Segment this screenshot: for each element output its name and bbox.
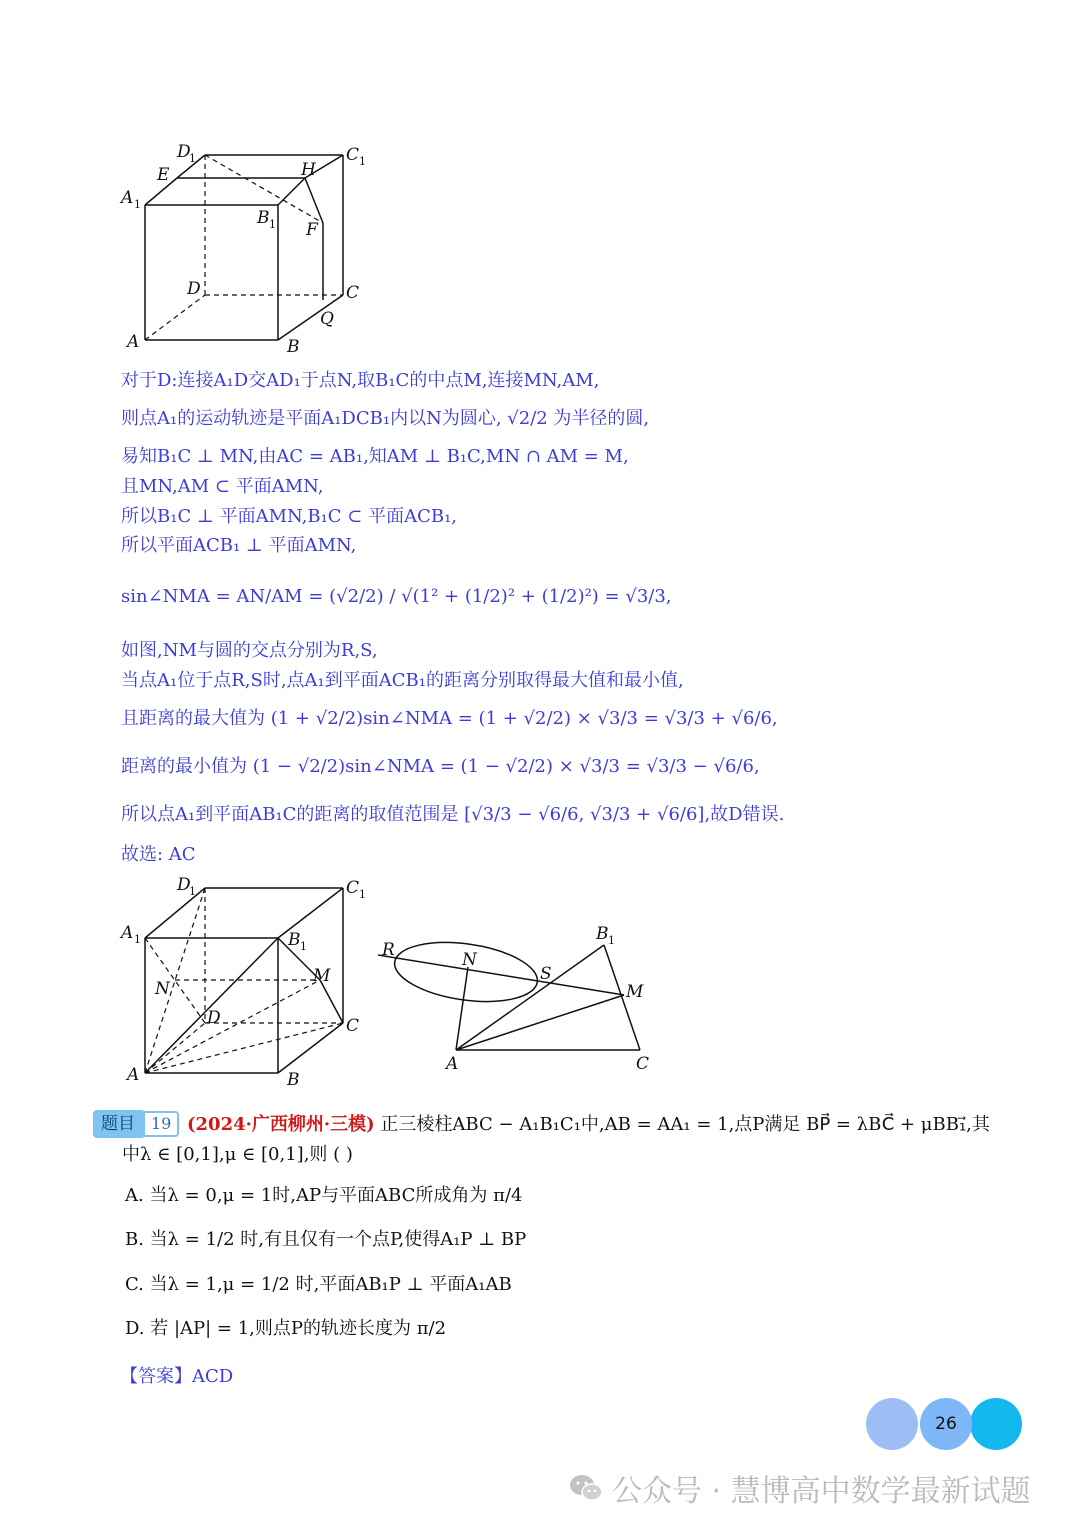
solution-line-13: 故选: AC xyxy=(121,844,196,865)
option-a: A. 当λ = 0,μ = 1时,AP与平面ABC所成角为 π/4 xyxy=(125,1185,523,1206)
svg-text:1: 1 xyxy=(134,933,141,946)
label-M: M xyxy=(626,982,644,1002)
solution-line-4: 且MN,AM ⊂ 平面AMN, xyxy=(121,476,324,497)
label-Q: Q xyxy=(320,309,334,329)
label-B1: B xyxy=(257,208,270,228)
option-b: B. 当λ = 1/2 时,有且仅有一个点P,使得A₁P ⊥ BP xyxy=(125,1229,527,1250)
watermark xyxy=(568,1466,1031,1510)
label-B1: B xyxy=(288,930,301,950)
figure-cube-nm xyxy=(115,868,375,1093)
circle-decor-3 xyxy=(970,1398,1022,1450)
answer: 【答案】ACD xyxy=(120,1366,234,1387)
label-C: C xyxy=(636,1054,650,1074)
svg-text:1: 1 xyxy=(189,885,196,898)
figure-cube-efhq xyxy=(115,135,375,360)
label-A: A xyxy=(127,1065,140,1085)
question-tag xyxy=(93,1110,179,1138)
label-B: B xyxy=(287,1070,300,1090)
svg-text:1: 1 xyxy=(269,218,276,231)
label-C: C xyxy=(346,1016,360,1036)
label-C1: C xyxy=(346,878,360,898)
solution-line-11: 距离的最小值为 (1 − √2/2)sin∠NMA = (1 − √2/2) × √3/3 = √3/3 − √6/6, xyxy=(121,756,760,777)
solution-line-12: 所以点A₁到平面AB₁C的距离的取值范围是 [√3/3 − √6/6, √3/3 + √6/6],故D错误. xyxy=(121,804,785,825)
svg-text:1: 1 xyxy=(608,934,615,947)
question-source: (2024·广西柳州·三模) xyxy=(187,1114,375,1135)
label-D: D xyxy=(207,1008,221,1028)
option-c: C. 当λ = 1,μ = 1/2 时,平面AB₁P ⊥ 平面A₁AB xyxy=(125,1274,512,1295)
solution-line-3: 易知B₁C ⊥ MN,由AC = AB₁,知AM ⊥ B₁C,MN ∩ AM = M, xyxy=(121,446,629,467)
question-tag-label: 题目 xyxy=(93,1110,143,1138)
figure-section-circle xyxy=(370,915,670,1085)
label-A1: A xyxy=(121,923,134,943)
page-number-badge xyxy=(866,1398,1026,1450)
label-S: S xyxy=(540,964,552,984)
label-H: H xyxy=(301,160,316,180)
label-D1: D xyxy=(177,142,191,162)
label-B: B xyxy=(287,337,300,357)
page-number: 26 xyxy=(935,1414,957,1434)
svg-text:1: 1 xyxy=(189,152,196,165)
solution-line-5: 所以B₁C ⊥ 平面AMN,B₁C ⊂ 平面ACB₁, xyxy=(121,506,458,527)
solution-line-9: 当点A₁位于点R,S时,点A₁到平面ACB₁的距离分别取得最大值和最小值, xyxy=(121,670,684,691)
label-D: D xyxy=(187,279,201,299)
label-C: C xyxy=(346,283,360,303)
label-N: N xyxy=(155,979,170,999)
solution-line-2: 则点A₁的运动轨迹是平面A₁DCB₁内以N为圆心, √2/2 为半径的圆, xyxy=(121,408,650,429)
label-B1: B xyxy=(596,924,609,944)
svg-text:1: 1 xyxy=(134,198,141,211)
svg-text:1: 1 xyxy=(359,888,366,901)
label-A1: A xyxy=(121,188,134,208)
option-d: D. 若 |AP| = 1,则点P的轨迹长度为 π/2 xyxy=(125,1318,447,1339)
label-M: M xyxy=(313,966,331,986)
question-stem-2: 中λ ∈ [0,1],μ ∈ [0,1],则 ( ) xyxy=(122,1144,353,1165)
svg-text:1: 1 xyxy=(359,155,366,168)
label-A: A xyxy=(446,1054,459,1074)
label-C1: C xyxy=(346,145,360,165)
label-E: E xyxy=(157,165,170,185)
svg-text:1: 1 xyxy=(300,940,307,953)
wechat-icon xyxy=(568,1473,604,1503)
circle-decor-1 xyxy=(866,1398,918,1450)
label-A: A xyxy=(127,332,140,352)
label-R: R xyxy=(382,940,395,960)
label-D1: D xyxy=(177,875,191,895)
solution-line-8: 如图,NM与圆的交点分别为R,S, xyxy=(121,640,378,661)
watermark-text: 公众号 · 慧博高中数学最新试题 xyxy=(612,1474,1031,1509)
solution-line-6: 所以平面ACB₁ ⊥ 平面AMN, xyxy=(121,535,357,556)
label-F: F xyxy=(306,220,318,240)
label-N: N xyxy=(462,950,477,970)
question-number: 19 xyxy=(143,1111,179,1137)
solution-line-7: sin∠NMA = AN/AM = (√2/2) / √(1² + (1/2)² + (1/2)²) = √3/3, xyxy=(121,586,672,607)
solution-line-10: 且距离的最大值为 (1 + √2/2)sin∠NMA = (1 + √2/2) × √3/3 = √3/3 + √6/6, xyxy=(121,708,778,729)
question-stem-1: 正三棱柱ABC − A₁B₁C₁中,AB = AA₁ = 1,点P满足 BP⃗ = λBC⃗ + μBB₁⃗,其 xyxy=(380,1114,990,1135)
solution-line-1: 对于D:连接A₁D交AD₁于点N,取B₁C的中点M,连接MN,AM, xyxy=(121,370,600,391)
